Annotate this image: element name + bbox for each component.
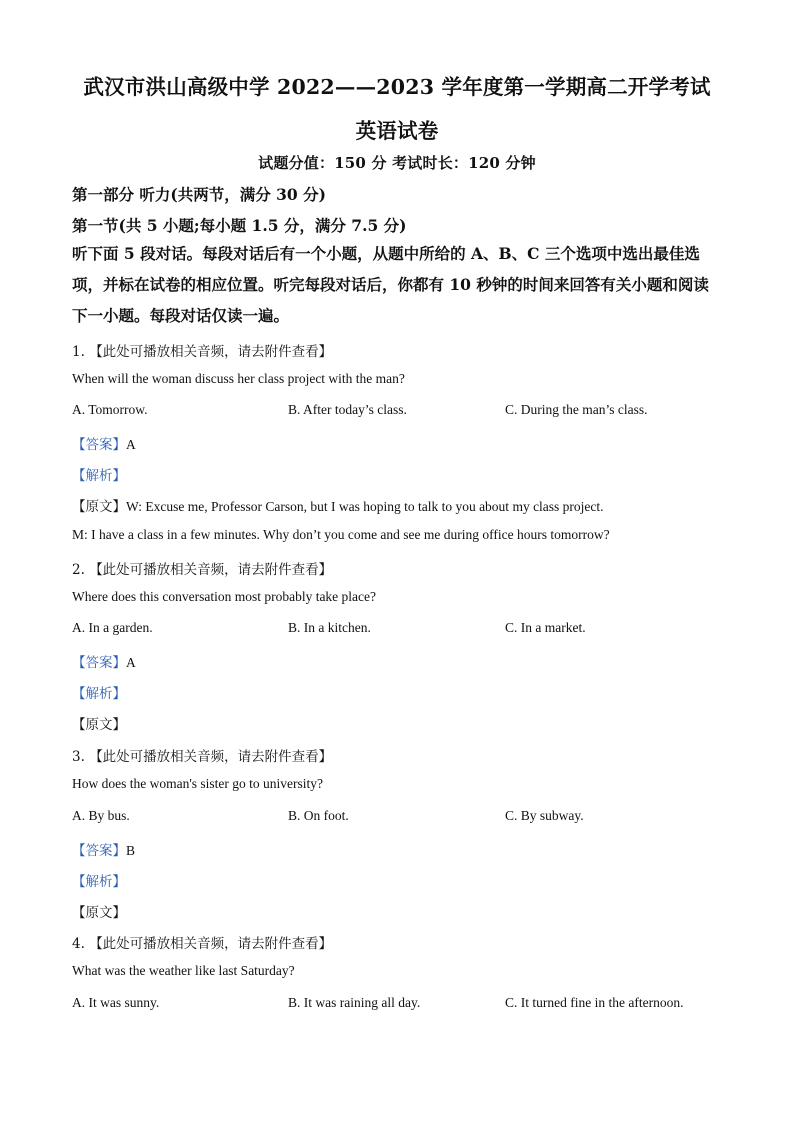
question-1-analysis-label: 【解析】 (72, 468, 126, 484)
question-2-header (72, 558, 332, 578)
question-3-header (72, 745, 332, 765)
section-sub-heading: 第一节(共 5 小题;每小题 1.5 分，满分 7.5 分) (72, 216, 407, 235)
question-1-answer (72, 433, 136, 453)
question-4-option-b: B. It was raining all day. (288, 995, 421, 1010)
exam-info: 试题分值：150 分 考试时长：120 分钟 (258, 154, 536, 172)
question-4-header (72, 932, 332, 952)
exam-subtitle: 英语试卷 (355, 119, 439, 143)
answer-label: 【答案】 (72, 437, 126, 453)
section-instruction: 听下面 5 段对话。每段对话后有一个小题，从题中所给的 A、B、C 三个选项中选出最佳选项，并标在试卷的相应位置。听完每段对话后，你都有 10 秒钟的时间来回答有关小题和阅读下一小题。每段对话仅读一遍。 (72, 244, 709, 325)
question-2-option-c: C. In a market. (505, 620, 586, 635)
question-2-answer (72, 651, 136, 671)
answer-value: A (126, 655, 136, 670)
audio-link[interactable]: 【此处可播放相关音频，请去附件查看】 (89, 562, 333, 578)
audio-link[interactable]: 【此处可播放相关音频，请去附件查看】 (89, 344, 333, 360)
question-4-option-c: C. It turned fine in the afternoon. (505, 995, 684, 1010)
question-number: 1. (72, 344, 85, 360)
question-number: 3. (72, 749, 85, 765)
answer-value: B (126, 843, 136, 858)
question-1-header (72, 340, 332, 360)
exam-title: 武汉市洪山高级中学 2022——2023 学年度第一学期高二开学考试 (83, 75, 711, 99)
question-number: 2. (72, 562, 85, 578)
original-text: W: Excuse me, Professor Carson, but I was hoping to talk to you about my class project. (126, 499, 604, 514)
question-3-option-a: A. By bus. (72, 808, 130, 823)
audio-link[interactable]: 【此处可播放相关音频，请去附件查看】 (89, 936, 333, 952)
audio-link[interactable]: 【此处可播放相关音频，请去附件查看】 (89, 749, 333, 765)
question-4-option-a: A. It was sunny. (72, 995, 160, 1010)
question-1-text: When will the woman discuss her class project with the man? (72, 371, 405, 386)
question-3-option-c: C. By subway. (505, 808, 584, 823)
question-number: 4. (72, 936, 85, 952)
question-2-option-a: A. In a garden. (72, 620, 153, 635)
question-3-option-b: B. On foot. (288, 808, 349, 823)
question-3-text: How does the woman's sister go to university? (72, 776, 324, 791)
question-1-original (72, 495, 604, 515)
answer-label: 【答案】 (72, 843, 126, 859)
question-1-option-b: B. After today’s class. (288, 402, 407, 417)
question-2-text: Where does this conversation most probably take place? (72, 589, 377, 604)
question-2-original-label: 【原文】 (72, 717, 126, 733)
question-4-text: What was the weather like last Saturday? (72, 963, 295, 978)
question-1-original-extra: M: I have a class in a few minutes. Why don’t you come and see me during office hours tomorrow? (72, 527, 610, 542)
question-1-option-a: A. Tomorrow. (72, 402, 148, 417)
question-1-option-c: C. During the man’s class. (505, 402, 648, 417)
question-2-analysis-label: 【解析】 (72, 686, 126, 702)
question-3-answer (72, 839, 135, 859)
answer-value: A (126, 437, 136, 452)
section-part-heading: 第一部分 听力(共两节，满分 30 分) (72, 185, 326, 204)
question-2-option-b: B. In a kitchen. (288, 620, 371, 635)
original-label: 【原文】 (72, 499, 126, 515)
answer-label: 【答案】 (72, 655, 126, 671)
question-3-original-label: 【原文】 (72, 905, 126, 921)
question-3-analysis-label: 【解析】 (72, 874, 126, 890)
